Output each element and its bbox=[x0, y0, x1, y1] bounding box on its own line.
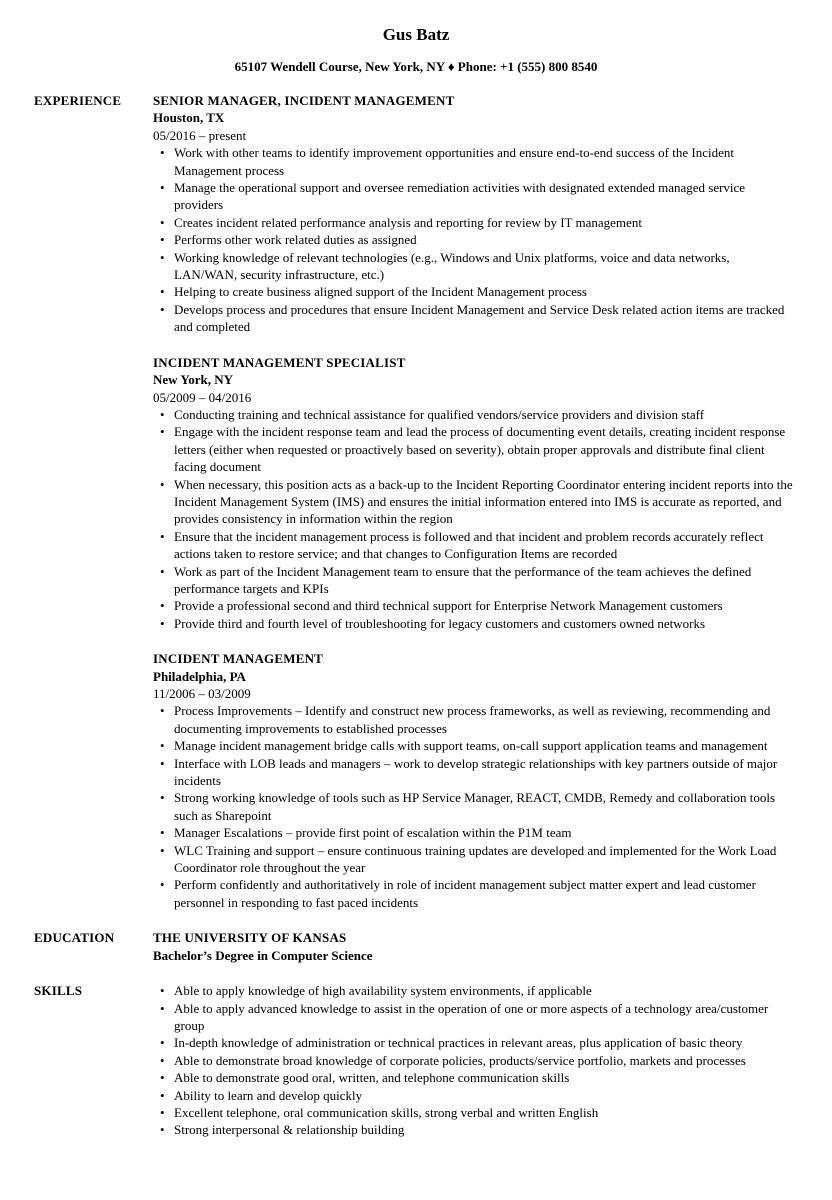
job-entry bbox=[153, 650, 794, 911]
skill-item: • Able to apply advanced knowledge to assist in the operation of one or more aspects of a technology area/customer group bbox=[174, 1000, 794, 1035]
school-name: THE UNIVERSITY OF KANSAS bbox=[153, 930, 347, 946]
job-location: Philadelphia, PA bbox=[153, 668, 246, 684]
skill-item: • Able to apply knowledge of high availability system environments, if applicable bbox=[174, 982, 794, 999]
job-bullet: • Manage the operational support and oversee remediation activities with designated extended managed service providers bbox=[174, 179, 794, 214]
job-entry bbox=[153, 354, 794, 633]
job-dates: 05/2016 – present bbox=[153, 127, 247, 143]
job-bullet: • Engage with the incident response team and lead the process of documenting event details, creating incident response letters (either when requested or proactively based on severity), obtain proper approvals and distribute final client facing document bbox=[174, 423, 794, 475]
job-bullet: • When necessary, this position acts as a back-up to the Incident Reporting Coordinator entering incident reports into the Incident Management System (IMS) and ensures the initial information entered into IMS is accurate as reported, and provides consistency in information within the region bbox=[174, 476, 794, 528]
job-location: Houston, TX bbox=[153, 110, 225, 126]
skill-item: • Strong interpersonal & relationship building bbox=[174, 1121, 794, 1138]
job-bullet: • Work with other teams to identify improvement opportunities and ensure end-to-end success of the Incident Management process bbox=[174, 144, 794, 179]
skill-item: • Able to demonstrate broad knowledge of corporate policies, products/service portfolio, markets and processes bbox=[174, 1052, 794, 1069]
skill-item: • In-depth knowledge of administration or technical practices in relevant areas, plus application of basic theory bbox=[174, 1034, 794, 1051]
job-bullet: • Working knowledge of relevant technologies (e.g., Windows and Unix platforms, voice and data networks, LAN/WAN, security infrastructure, etc.) bbox=[174, 249, 794, 284]
job-entry bbox=[153, 92, 794, 336]
job-location: New York, NY bbox=[153, 372, 234, 388]
education-label: EDUCATION bbox=[34, 930, 115, 946]
skills-section bbox=[0, 982, 832, 1139]
job-bullet: • Work as part of the Incident Management team to ensure that the performance of the team achieves the defined performance targets and KPIs bbox=[174, 563, 794, 598]
job-dates: 05/2009 – 04/2016 bbox=[153, 389, 252, 405]
job-dates: 11/2006 – 03/2009 bbox=[153, 686, 251, 701]
job-bullet: • WLC Training and support – ensure continuous training updates are developed and implemented for the Work Load Coordinator role throughout the year bbox=[174, 842, 794, 877]
job-bullet: • Creates incident related performance analysis and reporting for review by IT management bbox=[174, 214, 794, 231]
resume-header bbox=[0, 0, 832, 75]
skills-label: SKILLS bbox=[34, 983, 83, 999]
degree: Bachelor’s Degree in Computer Science bbox=[153, 947, 373, 963]
job-bullet: • Process Improvements – Identify and construct new process frameworks, as well as reviewing, recommending and documenting improvements to established processes bbox=[174, 702, 794, 737]
skill-item: • Ability to learn and develop quickly bbox=[174, 1087, 794, 1104]
skill-item: • Excellent telephone, oral communication skills, strong verbal and written English bbox=[174, 1104, 794, 1121]
experience-section bbox=[0, 92, 832, 911]
job-bullet: • Conducting training and technical assistance for qualified vendors/service providers and division staff bbox=[174, 406, 794, 423]
job-bullet-list bbox=[153, 406, 794, 632]
experience-label: EXPERIENCE bbox=[34, 93, 122, 108]
job-bullet-list bbox=[153, 702, 794, 911]
job-bullet: • Perform confidently and authoritatively in role of incident management subject matter expert and lead customer personnel in responding to fast paced incidents bbox=[174, 876, 794, 911]
education-section bbox=[0, 929, 832, 964]
job-bullet: • Manager Escalations – provide first point of escalation within the P1M team bbox=[174, 824, 794, 841]
candidate-name: Gus Batz bbox=[382, 25, 450, 44]
job-title: SENIOR MANAGER, INCIDENT MANAGEMENT bbox=[153, 93, 455, 108]
job-bullet: • Provide third and fourth level of troubleshooting for legacy customers and customers owned networks bbox=[174, 615, 794, 632]
job-bullet: • Interface with LOB leads and managers – work to develop strategic relationships with key partners outside of major incidents bbox=[174, 755, 794, 790]
job-title: INCIDENT MANAGEMENT bbox=[153, 651, 324, 667]
job-bullet: • Ensure that the incident management process is followed and that incident and problem records accurately reflect actions taken to restore service; and that changes to Configuration Items are recorded bbox=[174, 528, 794, 563]
skills-list bbox=[153, 982, 794, 1139]
skill-item: • Able to demonstrate good oral, written, and telephone communication skills bbox=[174, 1069, 794, 1086]
job-bullet: • Helping to create business aligned support of the Incident Management process bbox=[174, 283, 794, 300]
job-bullet-list bbox=[153, 144, 794, 335]
job-bullet: • Manage incident management bridge calls with support teams, on-call support application teams and management bbox=[174, 737, 794, 754]
job-title: INCIDENT MANAGEMENT SPECIALIST bbox=[153, 354, 406, 370]
job-bullet: • Performs other work related duties as assigned bbox=[174, 231, 794, 248]
contact-line: 65107 Wendell Course, New York, NY ♦ Phone: +1 (555) 800 8540 bbox=[234, 59, 598, 74]
job-bullet: • Develops process and procedures that ensure Incident Management and Service Desk related action items are tracked and completed bbox=[174, 301, 794, 336]
job-bullet: • Strong working knowledge of tools such as HP Service Manager, REACT, CMDB, Remedy and collaboration tools such as Sharepoint bbox=[174, 789, 794, 824]
job-bullet: • Provide a professional second and third technical support for Enterprise Network Management customers bbox=[174, 597, 794, 614]
